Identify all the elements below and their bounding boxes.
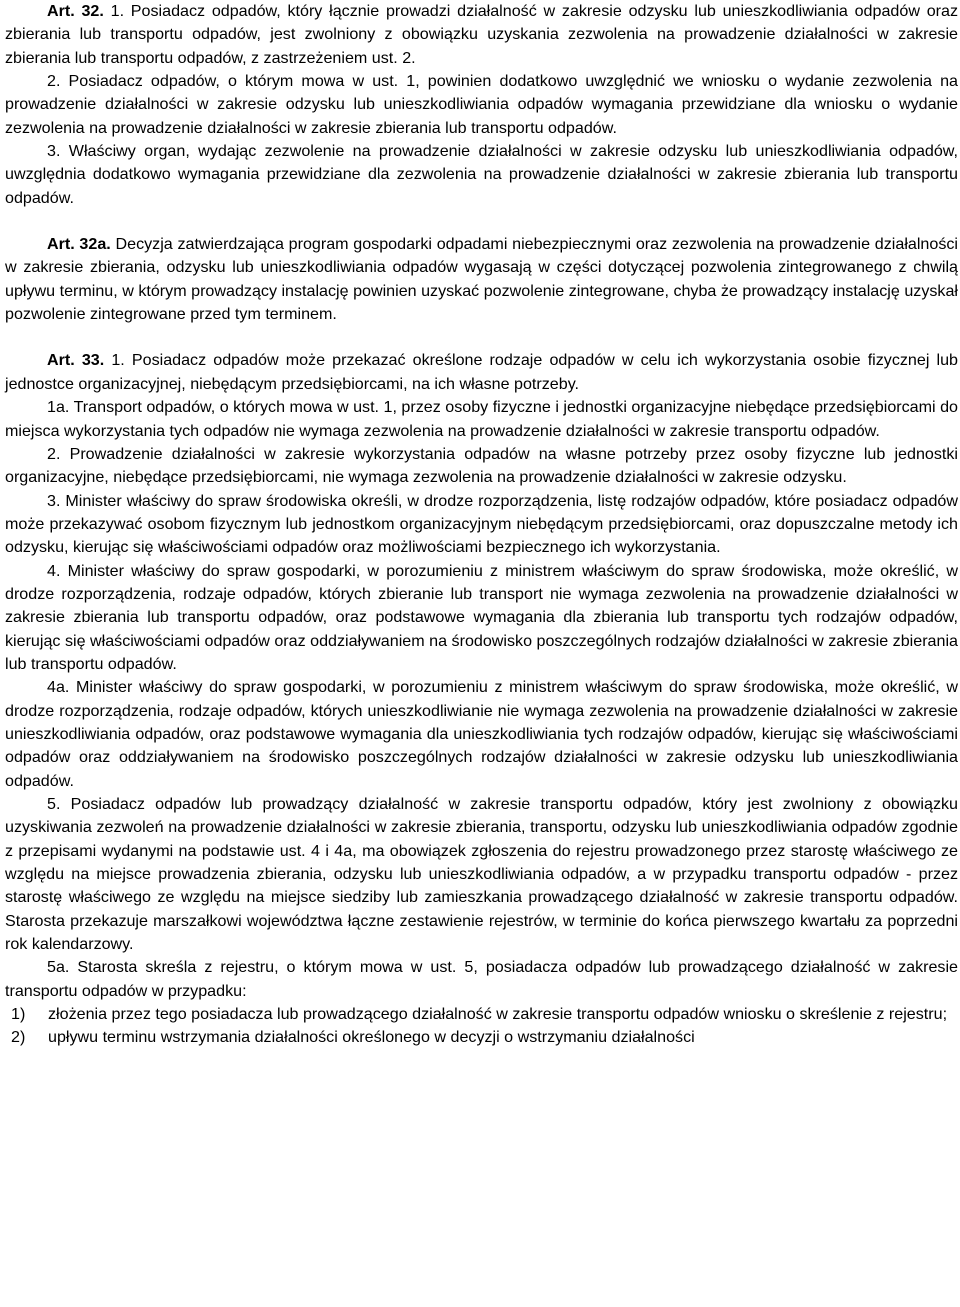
art-32-ust-1-text: 1. Posiadacz odpadów, który łącznie prowadzi działalność w zakresie odzysku lub unieszkodliwiania odpadów oraz zbierania lub transportu odpadów, jest zwolniony z obowiązku uzyskania zezwolenia na prowadzenie działalności w zakresie zbierania lub transportu odpadów, z zastrzeżeniem ust. 2.: [5, 2, 959, 67]
art-33-paragraph-5: 5. Posiadacz odpadów lub prowadzący działalność w zakresie transportu odpadów, który jest zwolniony z obowiązku uzyskiwania zezwoleń na prowadzenie działalności w zakresie zbierania, transportu, odzysku lub unieszkodliwiania odpadów zgodnie z przepisami wydanymi na podstawie ust. 4 i 4a, ma obowiązek zgłoszenia do rejestru prowadzonego przez starostę właściwego ze względu na miejsce prowadzenia zbierania, odzysku lub unieszkodliwiania odpadów, a w przypadku transportu odpadów - przez starostę właściwego ze względu na miejsce siedziby lub zamieszkania prowadzącego działalność w zakresie transportu odpadów. Starosta przekazuje marszałkowi województwa łączne zestawienie rejestrów, w terminie do końca pierwszego kwartału za poprzedni rok kalendarzowy.: [5, 795, 958, 954]
art-33-paragraph-5a: 5a. Starosta skreśla z rejestru, o którym mowa w ust. 5, posiadacza odpadów lub prowadzącego działalność w zakresie transportu odpadów w przypadku:: [5, 958, 958, 1000]
art-32-paragraph-1: [5, 0, 958, 70]
list-item: [5, 1026, 958, 1049]
list-item-number: 2): [11, 1028, 26, 1047]
art-33-heading: Art. 33.: [47, 351, 105, 370]
art-33-paragraph-4a: 4a. Minister właściwy do spraw gospodarki, w porozumieniu z ministrem właściwym do spraw środowiska, może określić, w drodze rozporządzenia, rodzaje odpadów, których unieszkodliwianie nie wymaga zezwolenia na prowadzenie działalności w zakresie unieszkodliwiania odpadów, oraz podstawowe wymagania dla unieszkodliwiania tych rodzajów odpadów, kierując się właściwościami odpadów oraz oddziaływaniem na środowisko poszczególnych rodzajów działalności w zakresie odzysku lub unieszkodliwiania odpadów.: [5, 678, 958, 790]
art-32a-paragraph: [5, 233, 958, 326]
art-33-paragraph-1a: 1a. Transport odpadów, o których mowa w ust. 1, przez osoby fizyczne i jednostki organizacyjne niebędące przedsiębiorcami do miejsca wykorzystania tych odpadów nie wymaga zezwolenia na prowadzenie działalności w zakresie transportu odpadów.: [5, 398, 958, 440]
list-item-text: upływu terminu wstrzymania działalności określonego w decyzji o wstrzymaniu działalności: [48, 1028, 695, 1047]
list-item: [5, 1003, 958, 1026]
art-33-paragraph-2: 2. Prowadzenie działalności w zakresie wykorzystania odpadów na własne potrzeby przez osoby fizyczne lub jednostki organizacyjne, niebędące przedsiębiorcami, nie wymaga zezwolenia na prowadzenie działalności w zakresie odzysku.: [5, 444, 958, 487]
art-32a-heading: Art. 32a.: [47, 235, 111, 254]
list-item-number: 1): [11, 1005, 26, 1024]
art-33-paragraph-4: 4. Minister właściwy do spraw gospodarki, w porozumieniu z ministrem właściwym do spraw środowiska, może określić, w drodze rozporządzenia, rodzaje odpadów, których zbieranie lub transport nie wymaga zezwolenia na prowadzenie działalności w zakresie zbierania lub transportu odpadów, oraz podstawowe wymagania dla zbierania lub transportu tych rodzajów odpadów, kierując się właściwościami odpadów oraz oddziaływaniem na środowisko poszczególnych rodzajów działalności w zakresie zbierania lub transportu odpadów.: [5, 561, 958, 673]
art-32a-text: Decyzja zatwierdzająca program gospodarki odpadami niebezpiecznymi oraz zezwolenia na prowadzenie działalności w zakresie zbierania, odzysku lub unieszkodliwiania odpadów wygasają w części dotyczącej pozwolenia zintegrowanego z chwilą upływu terminu, w którym prowadzący instalację powinien uzyskać pozwolenie zintegrowane, chyba że prowadzący instalację uzyskał pozwolenie zintegrowane przed tym terminem.: [5, 235, 958, 324]
art-33-paragraph-3: 3. Minister właściwy do spraw środowiska określi, w drodze rozporządzenia, listę rodzajów odpadów, które posiadacz odpadów może przekazywać osobom fizycznym lub jednostkom organizacyjnym niebędącym przedsiębiorcami, oraz dopuszczalne metody ich odzysku, kierując się właściwościami odpadów oraz możliwościami bezpiecznego ich wykorzystania.: [5, 491, 958, 557]
art-33-ust-5a-list: [5, 1003, 958, 1050]
list-item-text: złożenia przez tego posiadacza lub prowadzącego działalność w zakresie transportu odpadów wniosku o skreślenie z rejestru;: [48, 1005, 948, 1024]
art-33-paragraph-1: [5, 349, 958, 396]
art-33-ust-1-text: 1. Posiadacz odpadów może przekazać określone rodzaje odpadów w celu ich wykorzystania osobie fizycznej lub jednostce organizacyjnej, niebędącym przedsiębiorcami, na ich własne potrzeby.: [5, 351, 958, 393]
art-32-heading: Art. 32.: [47, 2, 104, 20]
art-32-paragraph-2: 2. Posiadacz odpadów, o którym mowa w ust. 1, powinien dodatkowo uwzględnić we wniosku o wydanie zezwolenia na prowadzenie działalności w zakresie odzysku lub unieszkodliwiania odpadów wymagania przewidziane dla wniosku o wydanie zezwolenia na prowadzenie działalności w zakresie zbierania lub transportu odpadów.: [5, 72, 958, 137]
art-32-paragraph-3: 3. Właściwy organ, wydając zezwolenie na prowadzenie działalności w zakresie odzysku lub unieszkodliwiania odpadów, uwzględnia dodatkowo wymagania przewidziane dla zezwolenia na prowadzenie działalności w zakresie zbierania lub transportu odpadów.: [5, 142, 958, 207]
